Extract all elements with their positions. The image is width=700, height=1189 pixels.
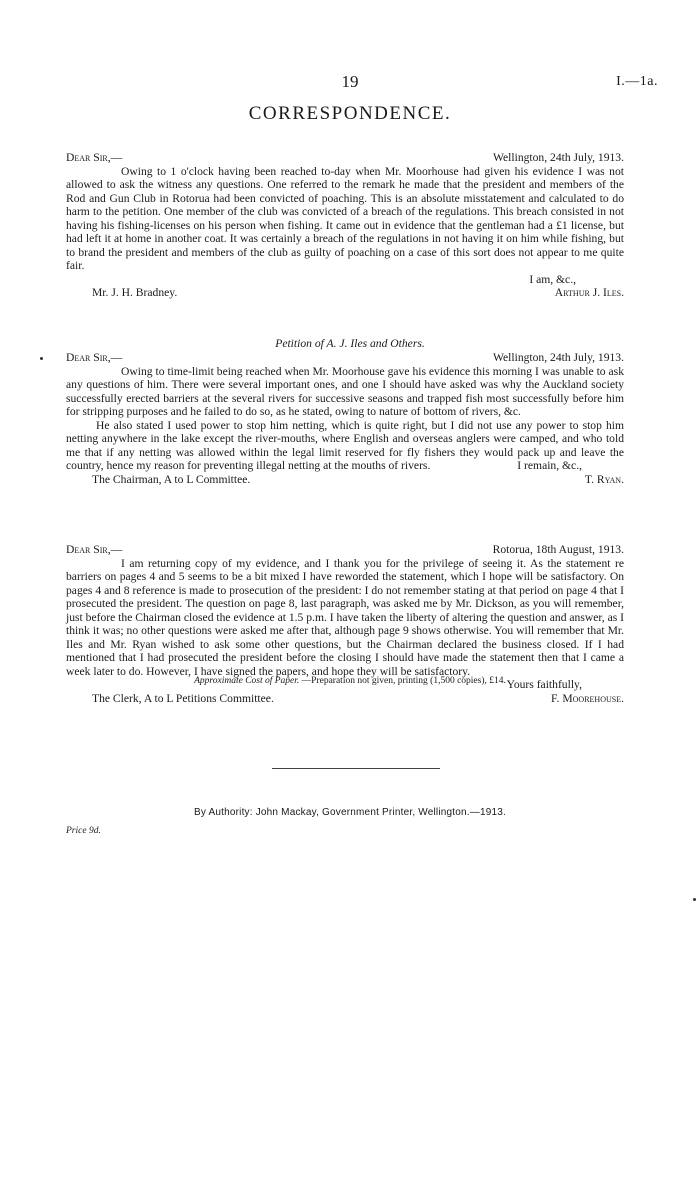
salutation: Dear Sir,— <box>66 543 123 556</box>
signature-line <box>66 473 624 487</box>
cost-text: —Preparation not given, printing (1,500 copies), £14. <box>301 676 506 686</box>
letter-body: Owing to time-limit being reached when Mr. Moorhouse gave his evidence this morning I was unable to ask any questions of him. There were several important ones, and one I should have asked was why the Auckland society successfully erected barriers at the several rivers for successive seasons and trapped fish most successfully before him for stripping purposes and he failed to do so, as he stated, owing to nature of bottom of rivers, &c. <box>66 364 624 419</box>
letter-header <box>66 543 624 557</box>
letter-body: Owing to 1 o'clock having been reached to-day when Mr. Moorhouse had given his evidence I was not allowed to ask the witness any questions. One referred to the remark he made that the president and members of the Rod and Gun Club in Rotorua had been convicted of poaching. This is an absolute misstatement and calculated to do harm to the petition. One member of the club was convicted of a breach of the regulations. This breach consisted in not having his fishing-licenses on his person when fishing. It came out in evidence that the gentleman had a £1 license, but had left it at home in another coat. It was certainly a breach of the regulations in not having it on him while fishing, but to brand the president and members of the club as guilty of poaching on a case of this sort does not appear to me quite fair. <box>66 164 624 273</box>
addressee: The Chairman, A to L Committee. <box>92 472 251 486</box>
stray-mark <box>40 357 43 360</box>
divider <box>272 768 440 769</box>
page-reference: I.—1a. <box>616 74 658 89</box>
stray-mark <box>693 898 696 901</box>
place-date: Rotorua, 18th August, 1913. <box>492 543 624 556</box>
signature-line <box>66 286 624 300</box>
letter-header <box>66 351 624 365</box>
addressee: The Clerk, A to L Petitions Committee. <box>92 692 274 706</box>
signature: Arthur J. Iles. <box>554 286 624 300</box>
price: Price 9d. <box>66 826 101 836</box>
signature-line <box>66 692 624 706</box>
cost-label: Approximate Cost of Paper. <box>194 676 300 686</box>
addressee: Mr. J. H. Bradney. <box>92 286 178 300</box>
place-date: Wellington, 24th July, 1913. <box>493 351 624 364</box>
letter-header <box>66 151 624 165</box>
printer-imprint: By Authority: John Mackay, Government Printer, Wellington.—1913. <box>193 807 507 818</box>
petition-title: Petition of A. J. Iles and Others. <box>275 337 425 350</box>
closing: Yours faithfully, <box>506 678 582 692</box>
cost-note <box>0 676 700 686</box>
letter-ryan <box>66 351 624 486</box>
signature: F. Moorehouse. <box>551 692 624 706</box>
salutation: Dear Sir,— <box>66 351 123 364</box>
salutation: Dear Sir,— <box>66 151 123 164</box>
letter-body: I am returning copy of my evidence, and I thank you for the privilege of seeing it. As the statement re barriers on pages 4 and 5 seems to be a bit mixed I have reworded the statement, which I hope will be satisfactory. On pages 4 and 8 reference is made to prosecution of the president: I do not remember stating at that period on page 4 that I prosecuted the president. The question on page 8, last paragraph, was asked me by Mr. Dickson, as you will remember, just before the Chairman closed the evidence at 1.5 p.m. I have taken the liberty of altering the question and answer, as I think it was; no other questions were asked me after that, although page 9 shows otherwise. You will remember that Mr. Iles and Mr. Ryan wished to ask some other questions, but the Chairman declared the business closed. If I had mentioned that I had prosecuted the president before the closing I should have made the statement then that I came a week later to do. However, I have signed the papers, and hope they will be satisfactory. <box>66 556 624 678</box>
place-date: Wellington, 24th July, 1913. <box>493 151 624 164</box>
page-number: 19 <box>341 72 359 91</box>
letter-body-2: He also stated I used power to stop him netting, which is quite right, but I did not use any power to stop him netting anywhere in the lake except the river-mouths, where English and overseas anglers were camped, and who told me that if any netting was allowed within the legal limit reserved for fly fishers they would pack up and leave the country, hence my reason for preventing illegal netting at the mouths of rivers. <box>66 418 624 473</box>
letter-iles <box>66 151 624 300</box>
signature: T. Ryan. <box>584 472 624 486</box>
closing: I remain, &c., <box>517 459 582 473</box>
closing: I am, &c., <box>529 272 576 286</box>
page-title: CORRESPONDENCE. <box>248 103 452 124</box>
